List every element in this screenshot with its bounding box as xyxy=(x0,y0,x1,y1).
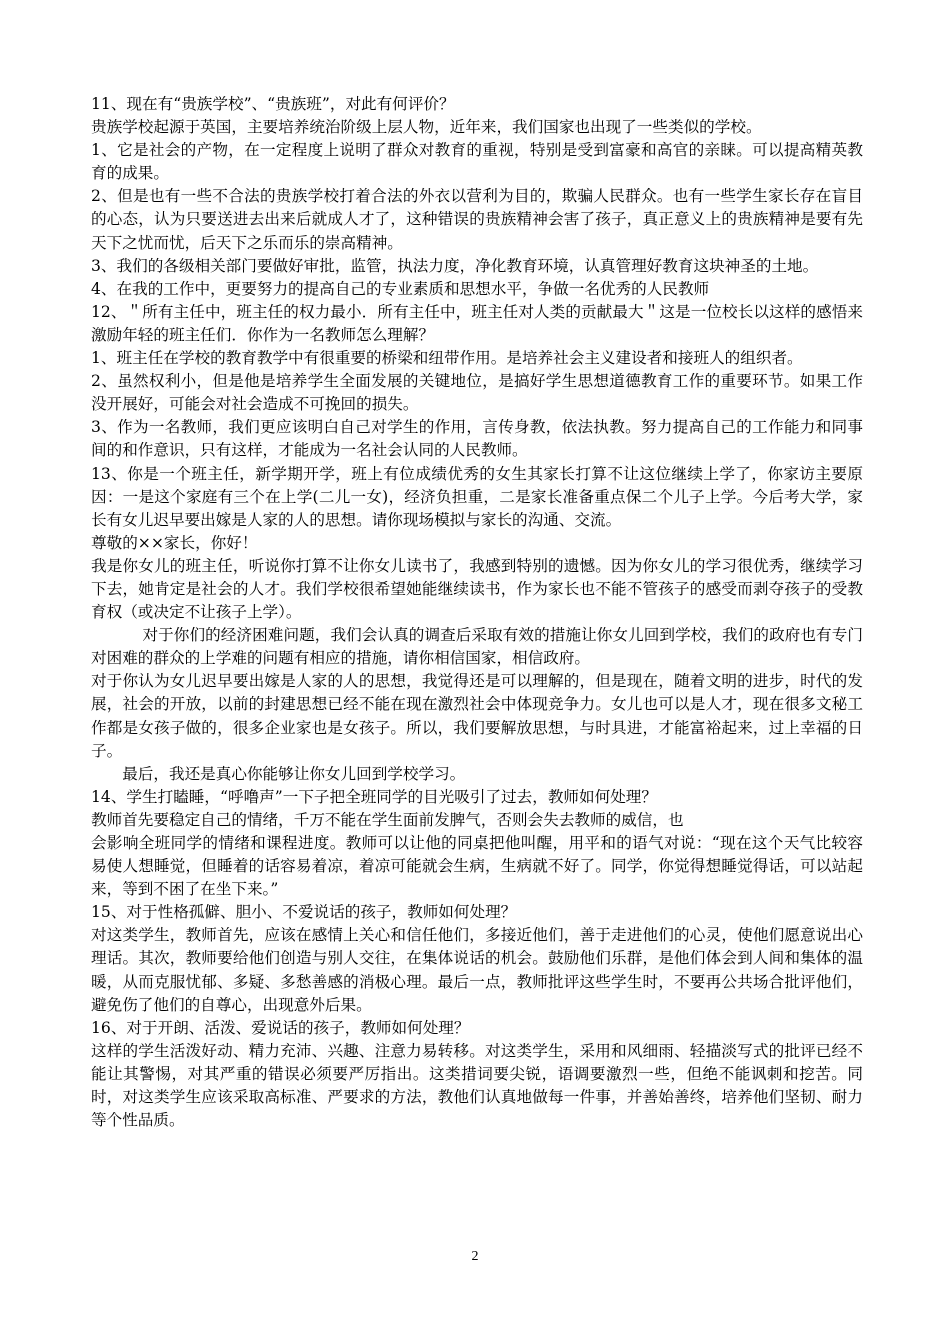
document-body xyxy=(91,93,863,1132)
letter-paragraph: 对于你认为女儿迟早要出嫁是人家的人的思想，我觉得还是可以理解的，但是现在，随着文明的进步，时代的发展，社会的开放，以前的封建思想已经不能在现在激烈社会中体现竞争力。女儿也可以是人才，现在很多文秘工作都是女孩子做的，很多企业家也是女孩子。所以，我们要解放思想，与时具进，才能富裕起来，过上幸福的日子。 xyxy=(91,672,863,760)
page-number: 2 xyxy=(471,1249,479,1264)
letter-greeting: 尊敬的××家长，你好！ xyxy=(91,533,258,552)
question-15: 15、对于性格孤僻、胆小、不爱说话的孩子，教师如何处理？ xyxy=(91,903,517,922)
question-12: 12、＂所有主任中，班主任的权力最小．所有主任中，班主任对人类的贡献最大＂这是一位校长以这样的感悟来激励年轻的班主任们．你作为一名教师怎么理解？ xyxy=(91,302,863,344)
answer-paragraph: 对这类学生，教师首先，应该在感情上关心和信任他们，多接近他们，善于走进他们的心灵，使他们愿意说出心理话。其次，教师要给他们创造与别人交往，在集体说话的机会。鼓励他们乐群，是他们体会到人间和集体的温暖，从而克服忧郁、多疑、多愁善感的消极心理。最后一点，教师批评这些学生时，不要再公共场合批评他们，避免伤了他们的自尊心，出现意外后果。 xyxy=(91,926,863,1014)
answer-paragraph: 会影响全班同学的情绪和课程进度。教师可以让他的同桌把他叫醒，用平和的语气对说：“现在这个天气比较容易使人想睡觉，但睡着的话容易着凉，着凉可能就会生病，生病就不好了。同学，你觉得想睡觉得话，可以站起来，等到不困了在坐下来。” xyxy=(91,834,863,899)
answer-paragraph: 2、但是也有一些不合法的贵族学校打着合法的外衣以营利为目的，欺骗人民群众。也有一些学生家长存在盲目的心态，认为只要送进去出来后就成人才了，这种错误的贵族精神会害了孩子，真正意义上的贵族精神是要有先天下之忧而忧，后天下之乐而乐的崇高精神。 xyxy=(91,187,863,252)
answer-paragraph: 贵族学校起源于英国，主要培养统治阶级上层人物，近年来，我们国家也出现了一些类似的学校。 xyxy=(91,118,762,137)
answer-paragraph: 教师首先要稳定自己的情绪，千万不能在学生面前发脾气，否则会失去教师的威信，也 xyxy=(91,810,684,829)
question-16: 16、对于开朗、活泼、爱说话的孩子，教师如何处理？ xyxy=(91,1018,470,1037)
answer-paragraph: 这样的学生活泼好动、精力充沛、兴趣、注意力易转移。对这类学生，采用和风细雨、轻描淡写式的批评已经不能让其警惕，对其严重的错误必须要严厉指出。这类措词要尖锐，语调要激烈一些，但绝不能讽刺和挖苦。同时，对这类学生应该采取高标准、严要求的方法，教他们认真地做每一件事，并善始善终，培养他们坚韧、耐力等个性品质。 xyxy=(91,1041,863,1130)
answer-paragraph: 4、在我的工作中，更要努力的提高自己的专业素质和思想水平，争做一名优秀的人民教师 xyxy=(91,279,710,298)
answer-paragraph: 3、我们的各级相关部门要做好审批，监管，执法力度，净化教育环境，认真管理好教育这块神圣的土地。 xyxy=(91,256,819,275)
letter-paragraph: 我是你女儿的班主任，听说你打算不让你女儿读书了，我感到特别的遗憾。因为你女儿的学习很优秀，继续学习下去，她肯定是社会的人才。我们学校很希望她能继续读书，作为家长也不能不管孩子的感受而剥夺孩子的受教育权（或决定不让孩子上学）。 xyxy=(91,556,863,622)
answer-paragraph: 3、作为一名教师，我们更应该明白自己对学生的作用，言传身教，依法执教。努力提高自己的工作能力和同事间的和作意识，只有这样，才能成为一名社会认同的人民教师。 xyxy=(91,418,863,460)
answer-paragraph: 1、班主任在学校的教育教学中有很重要的桥梁和纽带作用。是培养社会主义建设者和接班人的组织者。 xyxy=(91,349,803,368)
letter-paragraph: 对于你们的经济困难问题，我们会认真的调查后采取有效的措施让你女儿回到学校，我们的政府也有专门对困难的群众的上学难的问题有相应的措施，请你相信国家，相信政府。 xyxy=(91,626,863,668)
answer-paragraph: 1、它是社会的产物，在一定程度上说明了群众对教育的重视，特别是受到富豪和高官的亲睐。可以提高精英教育的成果。 xyxy=(91,141,863,183)
question-11: 11、现在有“贵族学校”、“贵族班”，对此有何评价？ xyxy=(91,95,455,113)
question-14: 14、学生打瞌睡，“呼噜声”一下子把全班同学的目光吸引了过去，教师如何处理？ xyxy=(91,787,657,806)
question-13: 13、你是一个班主任，新学期开学，班上有位成绩优秀的女生其家长打算不让这位继续上学了，你家访主要原因：一是这个家庭有三个在上学(二儿一女)，经济负担重，二是家长准备重点保二个儿子上学。今后考大学，家长有女儿迟早要出嫁是人家的人的思想。请你现场模拟与家长的沟通、交流。 xyxy=(91,464,863,529)
answer-paragraph: 2、虽然权利小，但是他是培养学生全面发展的关键地位，是搞好学生思想道德教育工作的重要环节。如果工作没开展好，可能会对社会造成不可挽回的损失。 xyxy=(91,372,863,414)
letter-closing: 最后，我还是真心你能够让你女儿回到学校学习。 xyxy=(122,764,466,783)
